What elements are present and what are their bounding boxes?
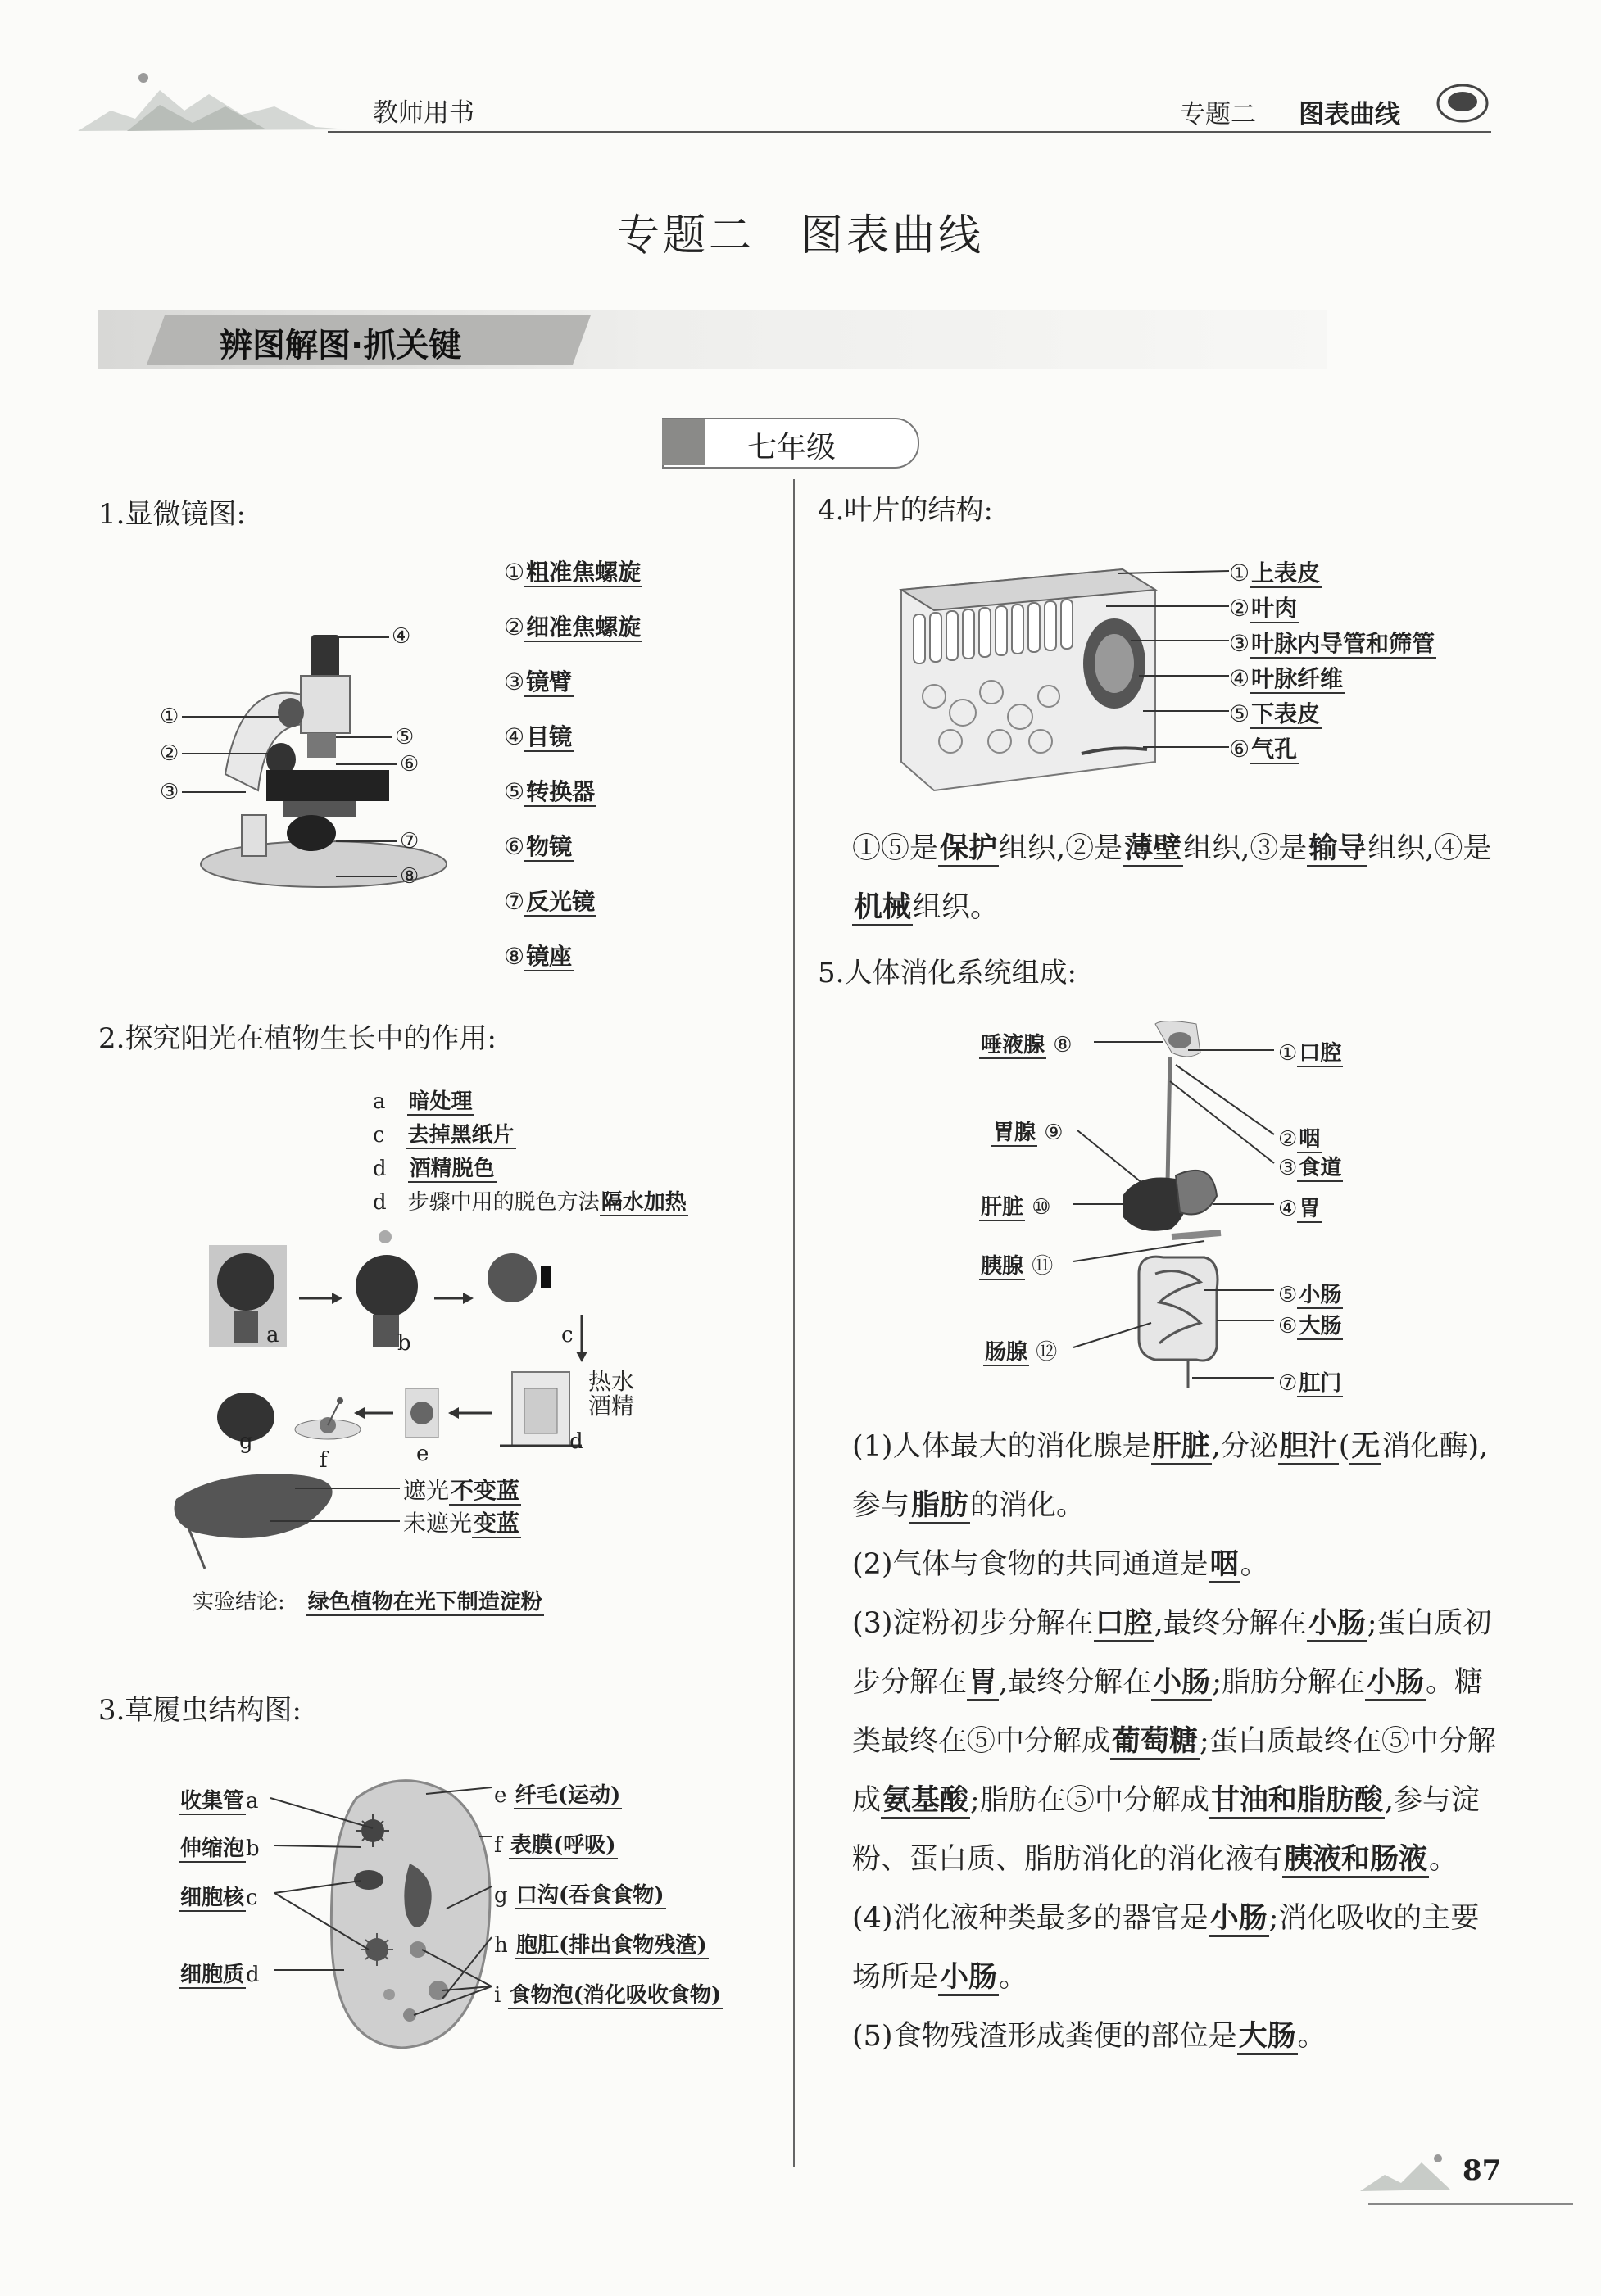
- sunlight-conclusion: 实验结论: 绿色植物在光下制造淀粉: [193, 1590, 542, 1614]
- leaf-heading: 4.叶片的结构:: [818, 494, 993, 527]
- header-topic: 专题二: [1180, 100, 1256, 129]
- paramecium-label: 收集管a: [180, 1789, 259, 1814]
- sunlight-step-label-c: c: [561, 1323, 574, 1347]
- microscope-label: ⑤转换器: [504, 778, 596, 805]
- digestion-label: 胃腺 ⑨: [993, 1121, 1064, 1145]
- leaf-label: ①上表皮: [1229, 559, 1321, 586]
- digestion-label: 肝脏 ⑩: [981, 1195, 1051, 1220]
- page-title: 专题二 图表曲线: [616, 211, 984, 260]
- header-left-text: 教师用书: [373, 98, 474, 128]
- sunlight-step-label-d: d: [569, 1429, 583, 1454]
- leaf-label: ④叶脉纤维: [1229, 665, 1344, 692]
- microscope-callout-3: ③: [160, 780, 179, 804]
- microscope-label: ②细准焦螺旋: [504, 614, 642, 641]
- paramecium-right-labels: [494, 1771, 723, 2021]
- sunlight-step-label-a: a: [266, 1323, 279, 1347]
- microscope-label: ⑧镜座: [504, 943, 573, 970]
- microscope-label: ①粗准焦螺旋: [504, 559, 642, 586]
- paramecium-label: e 纤毛(运动): [494, 1783, 621, 1808]
- footer-mountain-decoration: [1360, 2150, 1450, 2195]
- microscope-callout-7: ⑦: [400, 829, 420, 854]
- leaf-label: ②叶肉: [1229, 595, 1298, 622]
- digestion-label: ②咽: [1278, 1127, 1321, 1152]
- digestion-label: ④胃: [1278, 1197, 1321, 1221]
- page-number: 87: [1463, 2154, 1502, 2187]
- paramecium-label: g 口沟(吞食食物): [494, 1883, 664, 1908]
- microscope-label: ⑦反光镜: [504, 888, 596, 915]
- digestion-label: ①口腔: [1278, 1041, 1342, 1066]
- microscope-label: ③镜臂: [504, 668, 573, 695]
- digestion-paragraph-5: (5)食物残渣形成粪便的部位是大肠。: [852, 2007, 1499, 2066]
- sunlight-step: d 酒精脱色: [373, 1157, 495, 1181]
- sunlight-liquid-hot-water: 热水: [588, 1368, 635, 1395]
- microscope-callout-4: ④: [392, 624, 411, 649]
- sunlight-step: d 步骤中用的脱色方法隔水加热: [373, 1190, 687, 1215]
- digestion-label: ⑦肛门: [1278, 1371, 1342, 1396]
- microscope-callout-6: ⑥: [400, 752, 420, 777]
- digestion-label: 唾液腺 ⑧: [981, 1033, 1073, 1057]
- leaf-label: ⑥气孔: [1229, 736, 1298, 763]
- sunlight-step-label-g: g: [239, 1429, 253, 1454]
- paramecium-label: h 胞肛(排出食物残渣): [494, 1933, 707, 1958]
- digestion-label: 胰腺 ⑪: [981, 1254, 1054, 1279]
- sunlight-step-label-f: f: [320, 1448, 328, 1473]
- digestion-paragraphs: [852, 1417, 1499, 2066]
- paramecium-label: i 食物泡(消化吸收食物): [494, 1983, 722, 2008]
- microscope-heading: 1.显微镜图:: [98, 498, 246, 531]
- digestion-paragraph-2: (2)气体与食物的共同通道是咽。: [852, 1535, 1499, 1594]
- digestion-paragraph-3: (3)淀粉初步分解在口腔,最终分解在小肠;蛋白质初步分解在胃,最终分解在小肠;脂肪分解在小肠。糖类最终在⑤中分解成葡萄糖;蛋白质最终在⑤中分解成氨基酸;脂肪在⑤中分解成甘油和脂肪酸,参与淀粉、蛋白质、脂肪消化的消化液有胰液和肠液。: [852, 1594, 1499, 1889]
- leaf-label: ③叶脉内导管和筛管: [1229, 630, 1435, 657]
- header-title: 图表曲线: [1299, 100, 1400, 129]
- section-banner: 辨图解图·抓关键: [220, 327, 462, 365]
- footer-rule: [1368, 2203, 1573, 2205]
- digestion-label: 肠腺 ⑫: [985, 1340, 1058, 1365]
- digestion-label: ⑤小肠: [1278, 1283, 1342, 1307]
- paramecium-label: 细胞核c: [180, 1886, 258, 1910]
- digestion-paragraph-4: (4)消化液种类最多的器官是小肠;消化吸收的主要场所是小肠。: [852, 1889, 1499, 2007]
- leaf-summary: ①⑤是保护组织,②是薄壁组织,③是输导组织,④是机械组织。: [852, 819, 1499, 937]
- paramecium-label: 细胞质d: [180, 1963, 260, 1987]
- sunlight-step-label-b: b: [397, 1331, 411, 1356]
- sunlight-heading: 2.探究阳光在植物生长中的作用:: [98, 1022, 497, 1055]
- paramecium-heading: 3.草履虫结构图:: [98, 1694, 302, 1727]
- leaf-label: ⑤下表皮: [1229, 700, 1321, 727]
- digestion-heading: 5.人体消化系统组成:: [818, 957, 1077, 989]
- sunlight-step: a 暗处理: [373, 1089, 473, 1114]
- leaf-result-shaded: 遮光不变蓝: [403, 1477, 520, 1504]
- microscope-callout-5: ⑤: [395, 725, 415, 749]
- microscope-label: ⑥物镜: [504, 833, 573, 860]
- digestion-label: ⑥大肠: [1278, 1314, 1342, 1338]
- microscope-callout-1: ①: [160, 704, 179, 729]
- microscope-callout-8: ⑧: [400, 864, 420, 889]
- sunlight-step-label-e: e: [416, 1442, 429, 1466]
- microscope-label: ④目镜: [504, 723, 573, 750]
- grade-tag: 七年级: [747, 431, 837, 464]
- sunlight-liquid-alcohol: 酒精: [588, 1393, 635, 1420]
- microscope-callout-2: ②: [160, 741, 179, 766]
- digestion-label: ③食道: [1278, 1156, 1342, 1180]
- digestion-paragraph-1: (1)人体最大的消化腺是肝脏,分泌胆汁(无消化酶),参与脂肪的消化。: [852, 1417, 1499, 1535]
- paramecium-label: 伸缩泡b: [180, 1836, 260, 1861]
- sunlight-step: c 去掉黑纸片: [373, 1123, 515, 1148]
- leaf-result-unshaded: 未遮光变蓝: [403, 1510, 520, 1537]
- paramecium-label: f 表膜(呼吸): [494, 1833, 616, 1858]
